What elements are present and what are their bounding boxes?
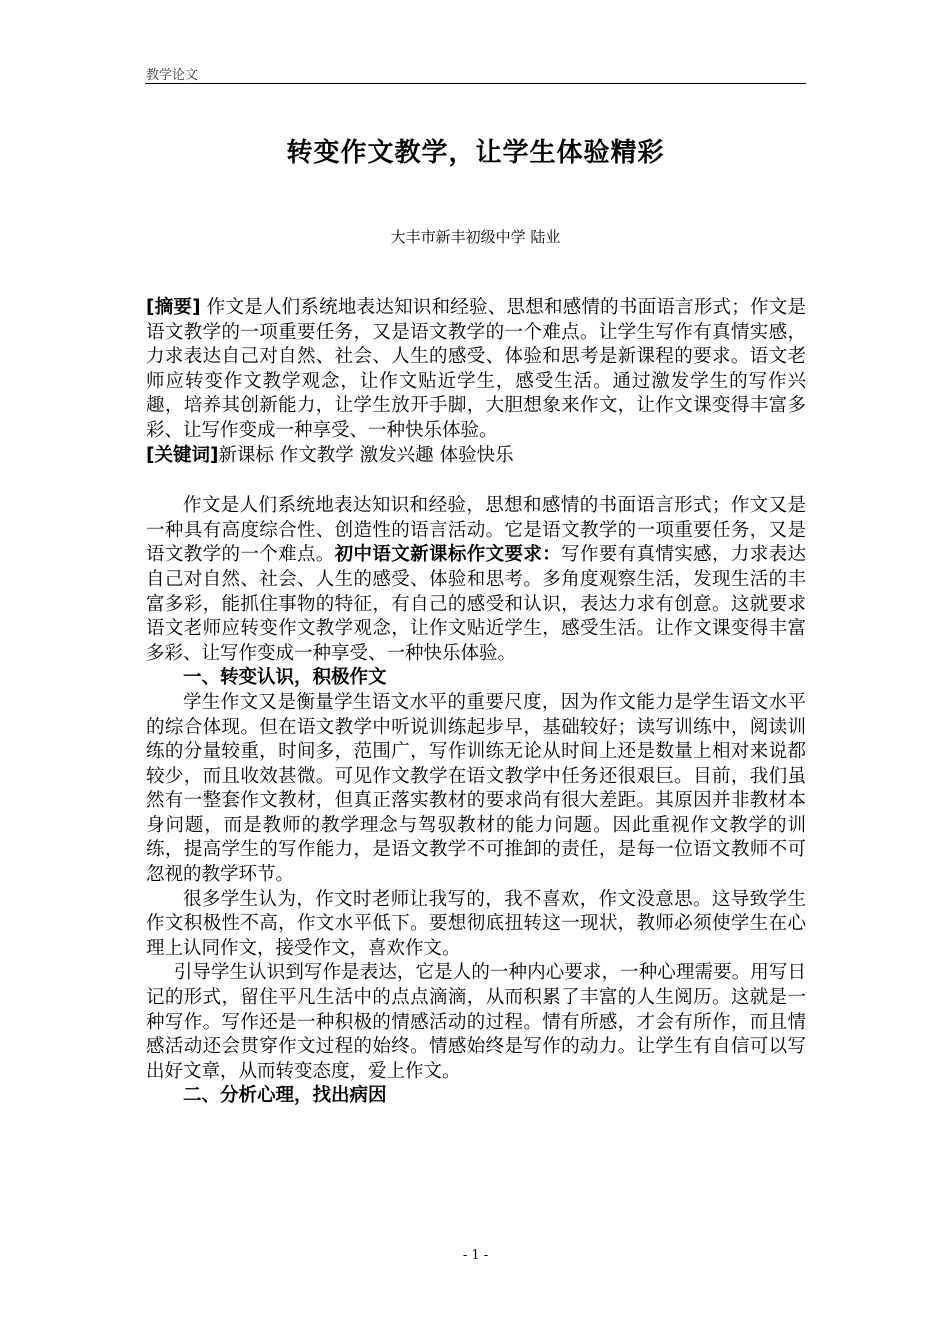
keywords-paragraph: [146, 444, 806, 469]
header-rule: [145, 83, 806, 84]
intro-paragraph: [146, 494, 806, 666]
document-body: [146, 296, 806, 1109]
intro-text-before: 作文是人们系统地表达知识和经验，思想和感情的书面语言形式；作文又是一种具有高度综合性、创造性的语言活动。它是语文教学的一项重要任务，又是语文教学的一个难点。: [146, 495, 806, 566]
page-number: - 1 -: [462, 1248, 489, 1263]
keywords-text: 新课标 作文教学 激发兴趣 体验快乐: [218, 444, 514, 466]
section-1-paragraph-2: 很多学生认为，作文时老师让我写的，我不喜欢，作文没意思。这导致学生作文积极性不高，作文水平低下。要想彻底扭转这一现状，教师必须使学生在心理上认同作文，接受作文，喜欢作文。: [146, 888, 806, 959]
section-1-paragraph-1: 学生作文又是衡量学生语文水平的重要尺度，因为作文能力是学生语文水平的综合体现。但在语文教学中听说训练起步早，基础较好；读写训练中，阅读训练的分量较重，时间多，范围广，写作训练无论从时间上还是数量上相对来说都较少，而且收效甚微。可见作文教学在语文教学中任务还很艰巨。目前，我们虽然有一整套作文教材，但真正落实教材的要求尚有很大差距。其原因并非教材本身问题，而是教师的教学理念与驾驭教材的能力问题。因此重视作文教学的训练，提高学生的写作能力，是语文教学不可推卸的责任，是每一位语文教师不可忽视的教学环节。: [146, 691, 806, 886]
section-1-paragraph-3: 引导学生认识到写作是表达，它是人的一种内心要求，一种心理需要。用写日记的形式，留住平凡生活中的点点滴滴，从而积累了丰富的人生阅历。这就是一种写作。写作还是一种积极的情感活动的过程。情有所感，才会有所作，而且情感活动还会贯穿作文过程的始终。情感始终是写作的动力。让学生有自信可以写出好文章，从而转变态度，爱上作文。: [146, 962, 806, 1082]
intro-text-after: 写作要有真情实感，力求表达自己对自然、社会、人生的感受、体验和思考。多角度观察生活，发现生活的丰富多彩，能抓住事物的特征，有自己的感受和认识，表达力求有创意。这就要求语文老师应转变作文教学观念，让作文贴近学生，感受生活。让作文课变得丰富多彩、让写作变成一种享受、一种快乐体验。: [146, 544, 806, 664]
author-line: 大丰市新丰初级中学 陆业: [390, 228, 561, 246]
keywords-tag: [关键词]: [146, 444, 219, 466]
running-header: 教学论文: [146, 68, 199, 83]
section-1-heading: 一、转变认识，积极作文: [183, 667, 387, 689]
document-title: 转变作文教学，让学生体验精彩: [286, 138, 665, 168]
abstract-tag: [摘要]: [146, 297, 201, 318]
spacer: [146, 468, 806, 494]
intro-emphasis: 初中语文新课标作文要求：: [334, 544, 562, 566]
abstract-paragraph: [146, 296, 806, 444]
abstract-text: 作文是人们系统地表达知识和经验、思想和感情的书面语言形式；作文是语文教学的一项重要任务，又是语文教学的一个难点。让学生写作有真情实感，力求表达自己对自然、社会、人生的感受、体验和思考是新课程的要求。语文老师应转变作文教学观念，让作文贴近学生，感受生活。通过激发学生的写作兴趣，培养其创新能力，让学生放开手脚，大胆想象来作文，让作文课变得丰富多彩、让写作变成一种享受、一种快乐体验。: [146, 297, 806, 441]
section-2-heading: 二、分析心理，找出病因: [183, 1085, 387, 1107]
